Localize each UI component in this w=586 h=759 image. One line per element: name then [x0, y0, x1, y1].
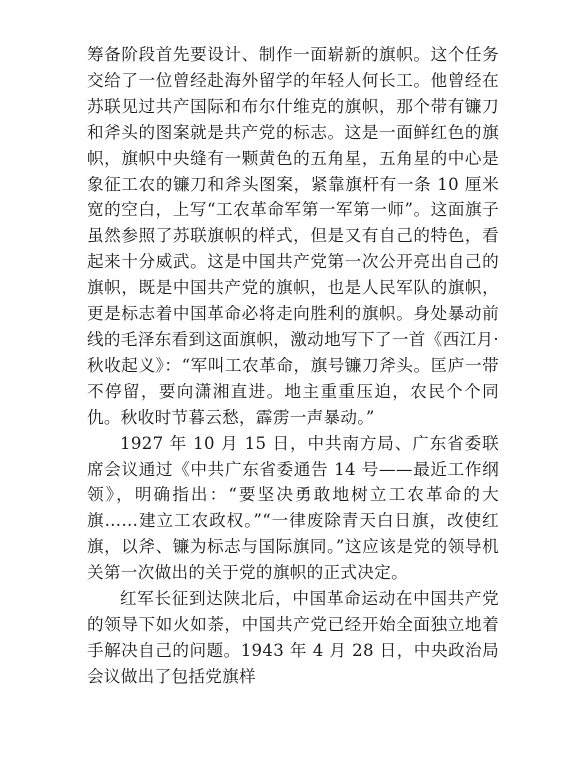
- body-text: [87, 42, 499, 690]
- paragraph: 1927 年 10 月 15 日，中共南方局、广东省委联席会议通过《中共广东省委通告 14 号——最近工作纲领》，明确指出：“要坚决勇敢地树立工农革命的大旗……建立工农政权。”“一律废除青天白日旗，改使红旗，以斧、镰为标志与国际旗同。”这应该是党的领导机关第一次做出的关于党的旗帜的正式决定。: [87, 433, 499, 583]
- paragraph: 筹备阶段首先要设计、制作一面崭新的旗帜。这个任务交给了一位曾经赴海外留学的年轻人何长工。他曾经在苏联见过共产国际和布尔什维克的旗帜，那个带有镰刀和斧头的图案就是共产党的标志。这是一面鲜红色的旗帜，旗帜中央缝有一颗黄色的五角星，五角星的中心是象征工农的镰刀和斧头图案，紧靠旗杆有一条 10 厘米宽的空白，上写“工农革命军第一军第一师”。这面旗子虽然参照了苏联旗帜的样式，但是又有自己的特色，看起来十分威武。这是中国共产党第一次公开亮出自己的旗帜，既是中国共产党的旗帜，也是人民军队的旗帜，更是标志着中国革命必将走向胜利的旗帜。身处暴动前线的毛泽东看到这面旗帜，激动地写下了一首《西江月·秋收起义》：“军叫工农革命，旗号镰刀斧头。匡庐一带不停留，要向潇湘直进。地主重重压迫，农民个个同仇。秋收时节暮云愁，霹雳一声暴动。”: [87, 45, 499, 427]
- paragraph: 红军长征到达陕北后，中国革命运动在中国共产党的领导下如火如荼，中国共产党已经开始全面独立地着手解决自己的问题。1943 年 4 月 28 日，中央政治局会议做出了包括党旗样: [87, 589, 499, 686]
